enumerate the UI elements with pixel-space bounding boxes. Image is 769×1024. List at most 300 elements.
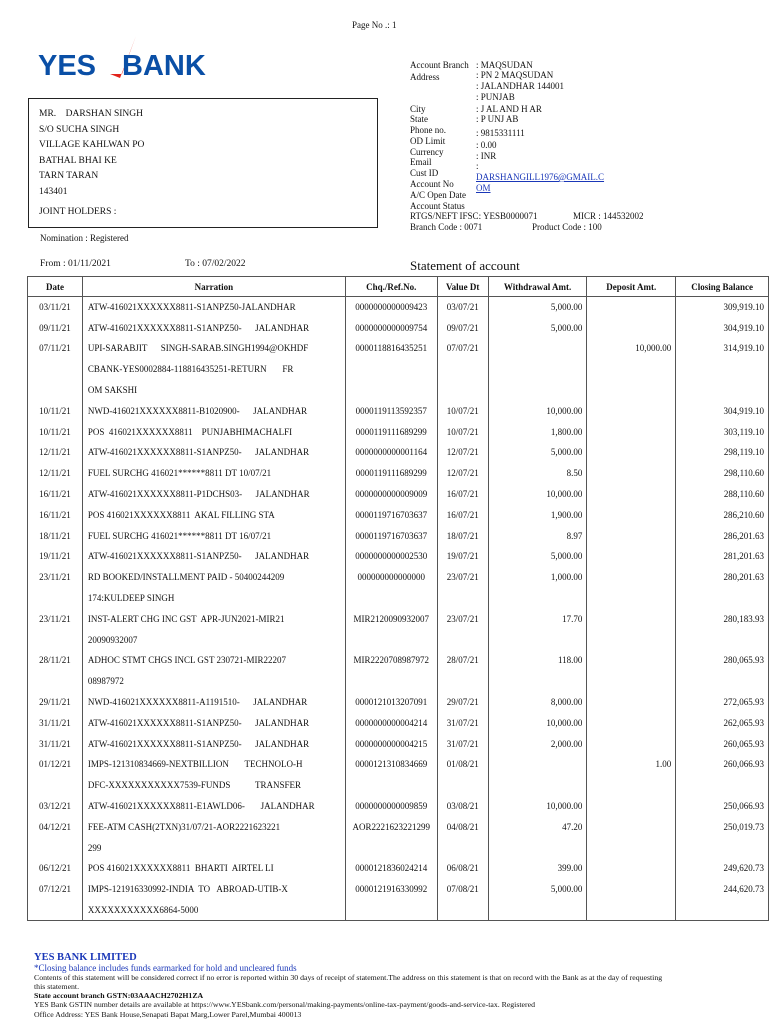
cell-value-date: 19/07/21 [437,546,488,567]
cell-closing-balance: 304,919.10 [676,400,769,421]
cell-deposit [587,588,676,609]
cell-date: 03/11/21 [28,297,83,318]
cell-closing-balance [676,629,769,650]
table-row [28,297,769,318]
cell-date: 10/11/21 [28,400,83,421]
cell-value-date: 18/07/21 [437,525,488,546]
header-closing-balance: Closing Balance [676,277,769,297]
cell-deposit [587,692,676,713]
cell-deposit: 10,000.00 [587,338,676,359]
product-code: Product Code : 100 [532,222,602,232]
cell-withdrawal: 5,000.00 [488,317,587,338]
currency-value: : INR [476,151,497,161]
table-row [28,671,769,692]
cell-withdrawal: 10,000.00 [488,400,587,421]
nomination-status: Nomination : Registered [40,233,129,243]
table-row [28,463,769,484]
cell-ref-no: MIR2220708987972 [345,650,437,671]
cell-ref-no: 0000121916330992 [345,879,437,900]
cell-date: 19/11/21 [28,546,83,567]
cell-closing-balance: 244,620.73 [676,879,769,900]
cell-ref-no [345,588,437,609]
table-header-row [28,277,769,297]
account-no-label: Account No [410,179,454,189]
period-to: To : 07/02/2022 [185,259,246,269]
cell-withdrawal: 8,000.00 [488,692,587,713]
cell-date: 28/11/21 [28,650,83,671]
account-branch-label: Account Branch [410,60,469,70]
cell-date: 31/11/21 [28,712,83,733]
cell-ref-no [345,629,437,650]
cell-date: 16/11/21 [28,504,83,525]
cell-value-date: 28/07/21 [437,650,488,671]
cell-ref-no [345,671,437,692]
cell-withdrawal: 118.00 [488,650,587,671]
table-row [28,588,769,609]
cell-value-date: 06/08/21 [437,858,488,879]
account-branch-value: : MAQSUDAN [476,60,533,70]
table-row [28,796,769,817]
city-value: : J AL AND H AR [476,104,542,114]
cell-narration: 08987972 [82,671,345,692]
cell-deposit [587,775,676,796]
cell-value-date: 07/08/21 [437,879,488,900]
phone-value: : 9815331111 [476,128,525,138]
cell-narration: NWD-416021XXXXXX8811-B1020900- JALANDHAR [82,400,345,421]
cell-withdrawal: 1,900.00 [488,504,587,525]
state-label: State [410,114,428,124]
cell-withdrawal [488,338,587,359]
cell-withdrawal: 5,000.00 [488,442,587,463]
cell-deposit [587,629,676,650]
table-row [28,733,769,754]
cell-deposit [587,317,676,338]
cell-value-date [437,775,488,796]
table-row [28,879,769,900]
cell-narration: ATW-416021XXXXXX8811-S1ANPZ50- JALANDHAR [82,442,345,463]
cell-ref-no [345,837,437,858]
cell-deposit [587,421,676,442]
cell-withdrawal [488,629,587,650]
cell-withdrawal [488,775,587,796]
cell-withdrawal [488,900,587,921]
cell-ref-no: 0000000000009009 [345,484,437,505]
cell-closing-balance: 260,065.93 [676,733,769,754]
cell-deposit [587,359,676,380]
cell-date [28,588,83,609]
cell-closing-balance: 250,019.73 [676,816,769,837]
footer-bank-name: YES BANK LIMITED [34,952,137,963]
cell-deposit [587,484,676,505]
header-narration: Narration [82,277,345,297]
cell-ref-no [345,380,437,401]
cell-deposit [587,463,676,484]
cell-ref-no: 0000119111689299 [345,463,437,484]
cell-value-date [437,359,488,380]
cell-deposit [587,525,676,546]
customer-pincode: 143401 [39,186,68,197]
cell-value-date: 04/08/21 [437,816,488,837]
cell-ref-no: 0000000000001164 [345,442,437,463]
cell-withdrawal: 2,000.00 [488,733,587,754]
header-ref-no: Chq./Ref.No. [345,277,437,297]
account-status-label: Account Status [410,201,465,211]
cell-ref-no: 0000000000002530 [345,546,437,567]
cell-closing-balance: 309,919.10 [676,297,769,318]
cell-deposit [587,504,676,525]
cell-deposit [587,858,676,879]
cell-date: 16/11/21 [28,484,83,505]
open-date-label: A/C Open Date [410,190,466,200]
cell-narration: FUEL SURCHG 416021******8811 DT 16/07/21 [82,525,345,546]
cell-value-date [437,837,488,858]
cell-narration: ATW-416021XXXXXX8811-P1DCHS03- JALANDHAR [82,484,345,505]
address-line-1: : PN 2 MAQSUDAN [476,70,554,80]
cell-deposit [587,837,676,858]
cell-narration: ATW-416021XXXXXX8811-E1AWLD06- JALANDHAR [82,796,345,817]
cell-date: 18/11/21 [28,525,83,546]
cell-ref-no [345,775,437,796]
cell-value-date [437,380,488,401]
cell-narration: OM SAKSHI [82,380,345,401]
cell-date: 06/12/21 [28,858,83,879]
cell-narration: POS 416021XXXXXX8811 AKAL FILLING STA [82,504,345,525]
cell-closing-balance: 286,201.63 [676,525,769,546]
cell-closing-balance: 304,919.10 [676,317,769,338]
email-link[interactable]: DARSHANGILL1976@GMAIL.C [476,172,605,182]
branch-code: Branch Code : 0071 [410,222,483,232]
cell-closing-balance: 303,119.10 [676,421,769,442]
cell-value-date [437,588,488,609]
cell-deposit [587,712,676,733]
cell-closing-balance [676,837,769,858]
customer-district: TARN TARAN [39,171,99,182]
cell-value-date: 03/07/21 [437,297,488,318]
header-deposit: Deposit Amt. [587,277,676,297]
cell-narration: POS 416021XXXXXX8811 BHARTI AIRTEL LI [82,858,345,879]
address-line-2: : JALANDHAR 144001 [476,81,565,91]
cell-date [28,380,83,401]
cell-deposit [587,400,676,421]
header-withdrawal: Withdrawal Amt. [488,277,587,297]
cell-deposit [587,442,676,463]
table-row [28,546,769,567]
cell-date: 31/11/21 [28,733,83,754]
email-link-continued[interactable]: OM [476,183,491,193]
cell-ref-no: 0000000000009423 [345,297,437,318]
cell-withdrawal: 5,000.00 [488,297,587,318]
cell-closing-balance [676,775,769,796]
cell-narration: ATW-416021XXXXXX8811-S1ANPZ50- JALANDHAR [82,712,345,733]
table-row [28,567,769,588]
cell-narration: ATW-416021XXXXXX8811-S1ANPZ50- JALANDHAR [82,317,345,338]
cell-ref-no: 000000000000000 [345,567,437,588]
cell-deposit [587,816,676,837]
cell-value-date [437,900,488,921]
cell-closing-balance: 260,066.93 [676,754,769,775]
cell-withdrawal [488,359,587,380]
cell-date: 23/11/21 [28,567,83,588]
cell-ref-no: MIR2120090932007 [345,608,437,629]
period-from: From : 01/11/2021 [40,259,111,269]
cell-deposit [587,608,676,629]
table-row [28,629,769,650]
cell-ref-no: 0000000000009859 [345,796,437,817]
table-row [28,338,769,359]
cell-withdrawal: 17.70 [488,608,587,629]
footer-disclaimer-cont: this statement. [34,982,80,992]
cell-withdrawal: 399.00 [488,858,587,879]
header-date: Date [28,277,83,297]
cell-value-date: 09/07/21 [437,317,488,338]
cell-date: 04/12/21 [28,816,83,837]
footer-gstin: State account branch GSTN:03AAACH2702H1ZA [34,991,204,1001]
cell-deposit: 1.00 [587,754,676,775]
cell-value-date: 01/08/21 [437,754,488,775]
cell-withdrawal [488,588,587,609]
footer-closing-note: *Closing balance includes funds earmarked for hold and uncleared funds [34,963,297,973]
od-limit-label: OD Limit [410,136,446,146]
logo-word-yes: YES [38,50,97,82]
cell-withdrawal: 10,000.00 [488,484,587,505]
cell-withdrawal: 5,000.00 [488,879,587,900]
cell-value-date: 16/07/21 [437,504,488,525]
cell-date: 10/11/21 [28,421,83,442]
cell-deposit [587,733,676,754]
footer-disclaimer: Contents of this statement will be considered correct if no error is reported within 30 days of receipt of statement.The address on this statement is that on record with the Bank as at the day of requesting [34,973,663,982]
cell-date [28,629,83,650]
micr-code: MICR : 144532002 [573,211,644,221]
statement-title: Statement of account [410,258,520,273]
customer-address-box [28,98,378,228]
cell-withdrawal: 10,000.00 [488,712,587,733]
cell-value-date: 29/07/21 [437,692,488,713]
cell-withdrawal: 1,800.00 [488,421,587,442]
cell-date: 03/12/21 [28,796,83,817]
cell-deposit [587,879,676,900]
cell-deposit [587,546,676,567]
cell-closing-balance: 281,201.63 [676,546,769,567]
cell-ref-no: 0000119111689299 [345,421,437,442]
cell-ref-no: AOR2221623221299 [345,816,437,837]
cell-ref-no: 0000000000009754 [345,317,437,338]
cell-narration: DFC-XXXXXXXXXXX7539-FUNDS TRANSFER [82,775,345,796]
cell-value-date: 12/07/21 [437,442,488,463]
customer-village: VILLAGE KAHLWAN PO [39,140,145,151]
currency-label: Currency [410,147,444,157]
phone-label: Phone no. [410,125,446,135]
cell-ref-no [345,900,437,921]
cell-withdrawal: 10,000.00 [488,796,587,817]
cell-narration: 299 [82,837,345,858]
table-row [28,442,769,463]
cell-date [28,900,83,921]
customer-father: S/O SUCHA SINGH [39,124,120,135]
cell-ref-no: 0000000000004215 [345,733,437,754]
cell-withdrawal [488,837,587,858]
table-row [28,837,769,858]
cell-deposit [587,380,676,401]
table-row [28,900,769,921]
ifsc-code: RTGS/NEFT IFSC: YESB0000071 [410,211,538,221]
cell-deposit [587,650,676,671]
table-row [28,359,769,380]
cell-date: 12/11/21 [28,463,83,484]
cell-narration: XXXXXXXXXXX6864-5000 [82,900,345,921]
table-row [28,317,769,338]
cell-narration: 20090932007 [82,629,345,650]
cust-id-label: Cust ID [410,168,439,178]
table-row [28,775,769,796]
cell-closing-balance: 280,183.93 [676,608,769,629]
cell-date [28,359,83,380]
cell-closing-balance: 288,110.60 [676,484,769,505]
cell-value-date: 07/07/21 [437,338,488,359]
cell-withdrawal [488,671,587,692]
cell-narration: INST-ALERT CHG INC GST APR-JUN2021-MIR21 [82,608,345,629]
cell-withdrawal: 5,000.00 [488,546,587,567]
cell-narration: POS 416021XXXXXX8811 PUNJABHIMACHALFI [82,421,345,442]
cell-closing-balance [676,588,769,609]
joint-holders: JOINT HOLDERS : [39,206,117,217]
cell-ref-no: 0000121836024214 [345,858,437,879]
cell-narration: 174:KULDEEP SINGH [82,588,345,609]
cell-ref-no: 0000000000004214 [345,712,437,733]
cell-closing-balance [676,671,769,692]
cell-closing-balance [676,900,769,921]
cell-value-date: 12/07/21 [437,463,488,484]
cell-withdrawal: 8.97 [488,525,587,546]
address-label: Address [410,72,440,82]
table-row [28,421,769,442]
cell-ref-no: 0000119113592357 [345,400,437,421]
cell-date [28,671,83,692]
page-number: Page No .: 1 [352,20,397,30]
cell-date: 29/11/21 [28,692,83,713]
statement-footer [34,952,754,1019]
cell-narration: ATW-416021XXXXXX8811-S1ANPZ50- JALANDHAR [82,546,345,567]
cell-narration: ADHOC STMT CHGS INCL GST 230721-MIR22207 [82,650,345,671]
footer-office-address: Office Address: YES Bank House,Senapati Bapat Marg,Lower Parel,Mumbai 400013 [34,1009,302,1019]
cell-value-date: 31/07/21 [437,733,488,754]
cell-closing-balance: 286,210.60 [676,504,769,525]
cell-withdrawal: 8.50 [488,463,587,484]
cell-closing-balance [676,359,769,380]
cell-deposit [587,796,676,817]
table-row [28,484,769,505]
cell-withdrawal [488,380,587,401]
cell-ref-no [345,359,437,380]
cell-deposit [587,567,676,588]
cell-closing-balance: 280,201.63 [676,567,769,588]
cell-closing-balance: 298,119.10 [676,442,769,463]
cell-closing-balance: 249,620.73 [676,858,769,879]
cell-ref-no: 0000119716703637 [345,504,437,525]
cell-value-date: 03/08/21 [437,796,488,817]
table-row [28,650,769,671]
table-row [28,525,769,546]
cell-deposit [587,671,676,692]
transactions-table [27,276,769,921]
table-row [28,692,769,713]
cell-withdrawal: 47.20 [488,816,587,837]
cell-narration: CBANK-YES0002884-118816435251-RETURN FR [82,359,345,380]
cell-date [28,837,83,858]
cell-narration: RD BOOKED/INSTALLMENT PAID - 50400244209 [82,567,345,588]
cell-value-date: 31/07/21 [437,712,488,733]
customer-name: MR. DARSHAN SINGH [39,109,143,119]
table-row [28,712,769,733]
cell-date: 12/11/21 [28,442,83,463]
cell-date: 01/12/21 [28,754,83,775]
cell-date: 09/11/21 [28,317,83,338]
email-label: Email [410,157,432,167]
cell-narration: FUEL SURCHG 416021******8811 DT 10/07/21 [82,463,345,484]
cell-withdrawal [488,754,587,775]
cell-ref-no: 0000121013207091 [345,692,437,713]
cell-ref-no: 0000119716703637 [345,525,437,546]
cell-value-date: 10/07/21 [437,400,488,421]
cell-closing-balance: 280,065.93 [676,650,769,671]
cell-closing-balance: 314,919.10 [676,338,769,359]
cell-narration: NWD-416021XXXXXX8811-A1191510- JALANDHAR [82,692,345,713]
cell-ref-no: 0000121310834669 [345,754,437,775]
table-row [28,380,769,401]
cell-date: 23/11/21 [28,608,83,629]
table-row [28,400,769,421]
table-row [28,608,769,629]
yes-bank-logo [36,34,206,84]
cell-date [28,775,83,796]
cell-value-date: 10/07/21 [437,421,488,442]
cell-closing-balance: 272,065.93 [676,692,769,713]
customer-locality: BATHAL BHAI KE [39,155,117,166]
cell-date: 07/12/21 [28,879,83,900]
cell-closing-balance [676,380,769,401]
cell-closing-balance: 250,066.93 [676,796,769,817]
cell-deposit [587,900,676,921]
cell-narration: ATW-416021XXXXXX8811-S1ANPZ50-JALANDHAR [82,297,345,318]
address-line-3: : PUNJAB [476,92,515,102]
cell-value-date: 16/07/21 [437,484,488,505]
cell-narration: IMPS-121310834669-NEXTBILLION TECHNOLO-H [82,754,345,775]
cell-value-date: 23/07/21 [437,567,488,588]
header-value-date: Value Dt [437,277,488,297]
email-separator: : [476,161,479,171]
cell-narration: ATW-416021XXXXXX8811-S1ANPZ50- JALANDHAR [82,733,345,754]
cell-closing-balance: 262,065.93 [676,712,769,733]
table-row [28,816,769,837]
cell-value-date [437,671,488,692]
cell-value-date: 23/07/21 [437,608,488,629]
table-row [28,504,769,525]
table-row [28,858,769,879]
od-limit-value: : 0.00 [476,140,497,150]
cell-closing-balance: 298,110.60 [676,463,769,484]
state-value: : P UNJ AB [476,114,519,124]
cell-date: 07/11/21 [28,338,83,359]
cell-ref-no: 0000118816435251 [345,338,437,359]
cell-deposit [587,297,676,318]
logo-word-bank: BANK [122,50,206,82]
footer-gstin-details: YES Bank GSTIN number details are available at https://www.YESbank.com/personal/making-payments/online-tax-payment/goods-and-service-tax. Registered [34,1000,535,1010]
table-row [28,754,769,775]
city-label: City [410,104,426,114]
cell-narration: UPI-SARABJIT SINGH-SARAB.SINGH1994@OKHDF [82,338,345,359]
cell-value-date [437,629,488,650]
cell-narration: FEE-ATM CASH(2TXN)31/07/21-AOR2221623221 [82,816,345,837]
cell-narration: IMPS-121916330992-INDIA TO ABROAD-UTIB-X [82,879,345,900]
